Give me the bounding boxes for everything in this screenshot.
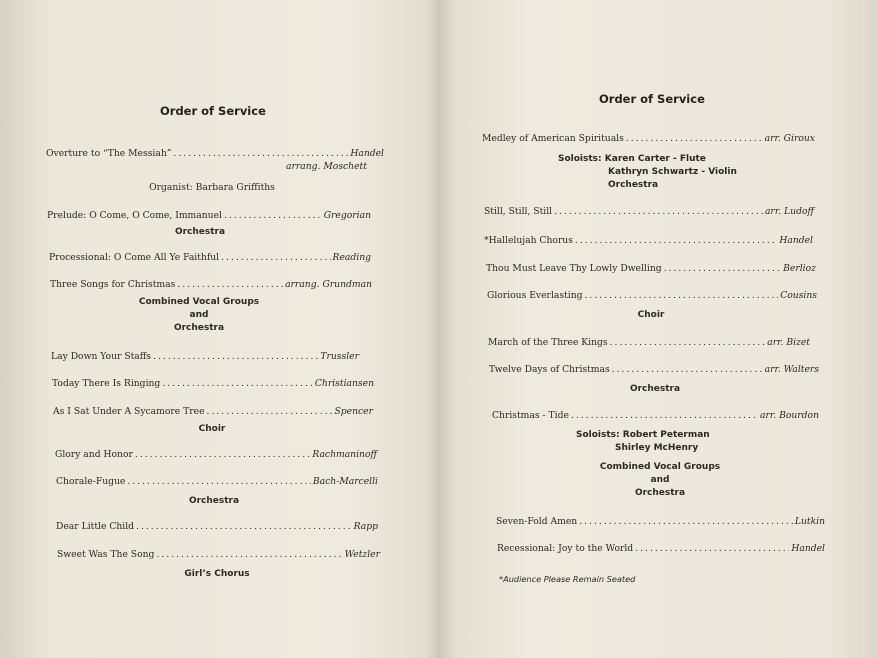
performer-credit: Orchestra	[174, 227, 226, 237]
leader-dots	[579, 516, 793, 527]
entry-composer: Trussler	[320, 351, 359, 362]
entry-title: Medley of American Spirituals	[482, 133, 624, 144]
entry-composer: arrang. Grundman	[285, 279, 372, 290]
program-entry	[486, 263, 816, 274]
soloist-credit: Kathryn Schwartz - Violin	[608, 167, 737, 177]
entry-composer: Handel	[350, 148, 384, 159]
entry-composer: arr. Bizet	[767, 337, 810, 348]
entry-title: March of the Three Kings	[488, 337, 608, 348]
leader-dots	[156, 549, 342, 560]
left-page	[0, 0, 432, 658]
leader-dots	[664, 263, 782, 274]
performer-credit: Orchestra	[173, 323, 225, 333]
program-entry	[51, 351, 359, 362]
program-entry	[482, 133, 815, 144]
entry-composer: arr. Bourdon	[759, 410, 819, 421]
performer-credit: Orchestra	[608, 180, 659, 190]
leader-dots	[173, 148, 348, 159]
program-entry	[56, 521, 378, 532]
entry-composer: arr. Ludoff	[764, 206, 814, 217]
entry-arranger: arrang. Moschett	[286, 161, 367, 172]
entry-title: Overture to “The Messiah”	[46, 148, 172, 159]
program-entry	[56, 476, 378, 487]
leader-dots	[575, 235, 777, 246]
performer-credit: and	[189, 310, 209, 320]
program-entry	[497, 543, 825, 554]
entry-composer: Rachmaninoff	[312, 449, 377, 460]
soloist-credit: Soloists: Robert Peterman	[576, 430, 710, 440]
leader-dots	[221, 252, 330, 263]
leader-dots	[162, 378, 313, 389]
program-entry	[484, 235, 813, 246]
entry-title: *Hallelujah Chorus	[484, 235, 573, 246]
entry-composer: Wetzler	[344, 549, 380, 560]
soloist-credit: Soloists: Karen Carter - Flute	[558, 154, 706, 164]
performer-credit: Girl’s Chorus	[184, 569, 250, 579]
entry-title: Dear Little Child	[56, 521, 135, 532]
entry-title: Lay Down Your Staffs	[51, 351, 152, 362]
leader-dots	[626, 133, 763, 144]
program-entry	[53, 406, 373, 417]
program-entry	[46, 148, 384, 159]
performer-credit: Combined Vocal Groups	[599, 462, 721, 472]
entry-title: Glorious Everlasting	[487, 290, 583, 301]
program-entry	[489, 364, 819, 375]
program-entry	[50, 279, 372, 290]
performer-credit: Orchestra	[188, 496, 240, 506]
entry-composer: Bach-Marcelli	[312, 476, 378, 487]
right-page	[440, 0, 878, 658]
entry-title: Sweet Was The Song	[57, 549, 155, 560]
performer-credit: and	[650, 475, 670, 485]
entry-title: Thou Must Leave Thy Lowly Dwelling	[486, 263, 662, 274]
leader-dots	[177, 279, 283, 290]
entry-composer: Cousins	[780, 290, 817, 301]
performer-credit: Choir	[198, 424, 226, 434]
entry-title: As I Sat Under A Sycamore Tree	[53, 406, 205, 417]
entry-composer: Berlioz	[783, 263, 816, 274]
program-entry	[52, 378, 374, 389]
entry-composer: Handel	[791, 543, 825, 554]
entry-composer: arr. Walters	[764, 364, 819, 375]
performer-credit: Orchestra	[634, 488, 686, 498]
program-entry	[55, 449, 377, 460]
entry-title: Processional: O Come All Ye Faithful	[49, 252, 220, 263]
leader-dots	[127, 476, 311, 487]
page-heading: Order of Service	[160, 104, 266, 118]
leader-dots	[612, 364, 763, 375]
entry-title: Three Songs for Christmas	[50, 279, 176, 290]
entry-composer: Gregorian	[323, 210, 371, 221]
entry-composer: Lutkin	[794, 516, 825, 527]
entry-title: Chorale-Fugue	[56, 476, 126, 487]
program-entry	[487, 290, 817, 301]
leader-dots	[224, 210, 322, 221]
audience-note: *Audience Please Remain Seated	[499, 574, 636, 584]
performer-credit: Choir	[637, 310, 665, 320]
program-entry	[47, 210, 371, 221]
page-heading: Order of Service	[599, 92, 705, 106]
entry-title: Today There Is Ringing	[52, 378, 161, 389]
leader-dots	[135, 449, 310, 460]
organist-credit: Organist: Barbara Griffiths	[149, 182, 275, 193]
entry-composer: Rapp	[353, 521, 378, 532]
program-entry	[49, 252, 371, 263]
leader-dots	[136, 521, 352, 532]
entry-title: Twelve Days of Christmas	[489, 364, 610, 375]
entry-title: Prelude: O Come, O Come, Immanuel	[47, 210, 222, 221]
program-entry	[484, 206, 814, 217]
leader-dots	[153, 351, 318, 362]
leader-dots	[571, 410, 758, 421]
leader-dots	[635, 543, 789, 554]
program-entry	[492, 410, 819, 421]
leader-dots	[554, 206, 763, 217]
entry-composer: Handel	[779, 235, 813, 246]
program-entry	[488, 337, 810, 348]
soloist-credit: Shirley McHenry	[615, 443, 699, 453]
performer-credit: Combined Vocal Groups	[138, 297, 260, 307]
entry-title: Recessional: Joy to the World	[497, 543, 634, 554]
entry-composer: Christiansen	[314, 378, 374, 389]
leader-dots	[585, 290, 779, 301]
entry-title: Christmas - Tide	[492, 410, 569, 421]
leader-dots	[207, 406, 333, 417]
leader-dots	[610, 337, 766, 348]
program-entry	[496, 516, 825, 527]
entry-title: Glory and Honor	[55, 449, 133, 460]
performer-credit: Orchestra	[629, 384, 681, 394]
program-entry	[57, 549, 380, 560]
entry-title: Seven-Fold Amen	[496, 516, 578, 527]
entry-composer: Reading	[332, 252, 371, 263]
entry-composer: arr. Giroux	[764, 133, 815, 144]
entry-composer: Spencer	[334, 406, 373, 417]
entry-title: Still, Still, Still	[484, 206, 553, 217]
